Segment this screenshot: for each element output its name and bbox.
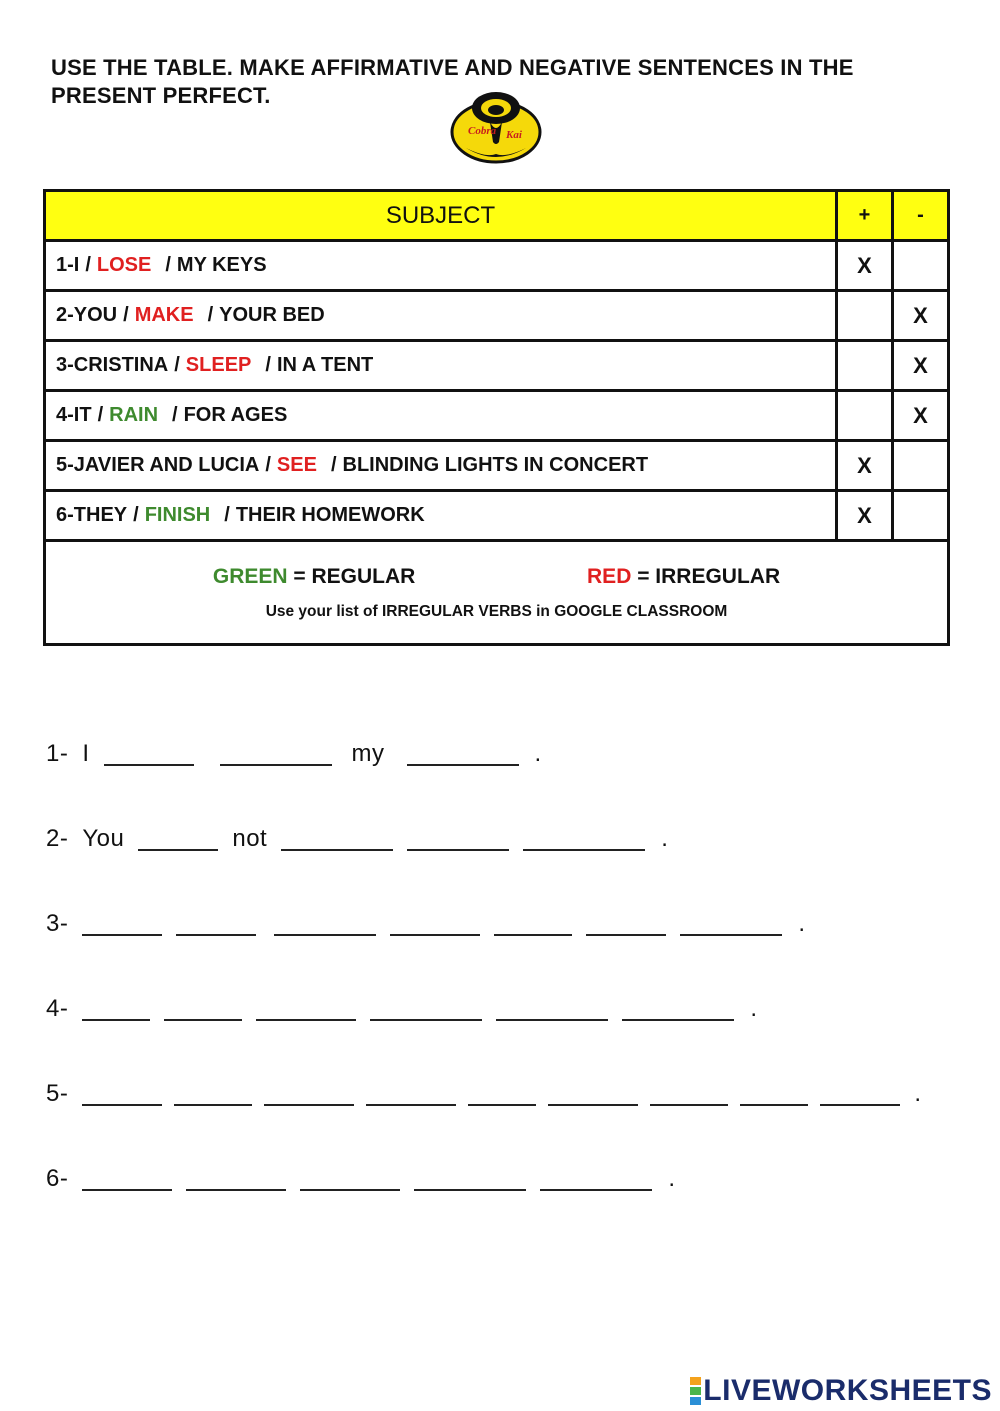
answer-blank[interactable] bbox=[496, 995, 608, 1021]
subject-header: SUBJECT bbox=[45, 191, 837, 241]
table-row bbox=[45, 391, 949, 441]
table-row bbox=[45, 291, 949, 341]
answer-blank[interactable] bbox=[366, 1080, 456, 1106]
plus-header: + bbox=[837, 191, 893, 241]
answer-blank[interactable] bbox=[586, 910, 666, 936]
plus-mark-cell[interactable]: X bbox=[837, 491, 893, 541]
answer-period: . bbox=[668, 1165, 676, 1192]
prompt-separator: / bbox=[165, 254, 171, 276]
prompt-verb: SEE bbox=[276, 454, 317, 476]
table-row bbox=[45, 341, 949, 391]
prompt-object: YOUR BED bbox=[219, 304, 325, 326]
minus-mark-cell[interactable] bbox=[893, 241, 949, 291]
answer-number: 2- bbox=[46, 825, 69, 852]
minus-mark-cell[interactable]: X bbox=[893, 391, 949, 441]
legend-row bbox=[45, 541, 949, 645]
prompt-subject: 1-I bbox=[56, 254, 80, 276]
prompt-subject: 5-JAVIER AND LUCIA bbox=[56, 454, 260, 476]
answer-line-5 bbox=[46, 1080, 946, 1165]
instructions-line-2: PRESENT PERFECT. bbox=[51, 83, 271, 108]
prompt-cell bbox=[45, 491, 837, 541]
answer-blank[interactable] bbox=[680, 910, 782, 936]
answer-blank[interactable] bbox=[300, 1165, 400, 1191]
prompt-separator: / bbox=[207, 304, 214, 326]
answer-period: . bbox=[750, 995, 758, 1022]
prompt-verb: RAIN bbox=[109, 404, 159, 426]
cobra-kai-logo-icon bbox=[446, 88, 546, 166]
legend-irregular bbox=[587, 565, 780, 589]
answer-blank[interactable] bbox=[407, 740, 519, 766]
table-row bbox=[45, 491, 949, 541]
answer-blank[interactable] bbox=[390, 910, 480, 936]
answer-blank[interactable] bbox=[370, 995, 482, 1021]
prompt-separator: / bbox=[172, 404, 178, 426]
prompt-separator: / bbox=[97, 404, 104, 426]
answer-blank[interactable] bbox=[220, 740, 332, 766]
answer-line-1 bbox=[46, 740, 946, 825]
answer-blank[interactable] bbox=[407, 825, 509, 851]
prompt-verb: FINISH bbox=[144, 504, 211, 526]
answer-number: 6- bbox=[46, 1165, 69, 1192]
answer-blank[interactable] bbox=[82, 1165, 172, 1191]
plus-mark-cell[interactable] bbox=[837, 291, 893, 341]
answer-blank[interactable] bbox=[256, 995, 356, 1021]
prompt-subject: 3-CRISTINA bbox=[56, 354, 169, 376]
minus-mark-cell[interactable]: X bbox=[893, 291, 949, 341]
liveworksheets-watermark[interactable] bbox=[690, 1374, 992, 1408]
answer-line-2 bbox=[46, 825, 946, 910]
answer-blank[interactable] bbox=[540, 1165, 652, 1191]
answer-number: 5- bbox=[46, 1080, 69, 1107]
minus-mark-cell[interactable] bbox=[893, 491, 949, 541]
legend-cell bbox=[45, 541, 949, 645]
plus-mark-cell[interactable]: X bbox=[837, 241, 893, 291]
answer-subject: You bbox=[82, 825, 125, 852]
answer-blank[interactable] bbox=[414, 1165, 526, 1191]
answer-blank[interactable] bbox=[494, 910, 572, 936]
instructions-line-1: USE THE TABLE. MAKE AFFIRMATIVE AND NEGATIVE SENTENCES IN THE bbox=[51, 55, 854, 80]
answer-blank[interactable] bbox=[740, 1080, 808, 1106]
answer-blank[interactable] bbox=[82, 910, 162, 936]
logo-text-left: Cobra bbox=[468, 125, 497, 137]
answer-number: 1- bbox=[46, 740, 69, 767]
answer-line-6 bbox=[46, 1165, 946, 1250]
answer-blank[interactable] bbox=[820, 1080, 900, 1106]
plus-mark-cell[interactable]: X bbox=[837, 441, 893, 491]
watermark-text: LIVEWORKSHEETS bbox=[703, 1374, 992, 1407]
legend-green-word: GREEN bbox=[212, 564, 288, 588]
prompt-verb: MAKE bbox=[134, 304, 194, 326]
legend-red-word: RED bbox=[587, 564, 632, 588]
prompt-cell bbox=[45, 441, 837, 491]
prompt-object: MY KEYS bbox=[176, 254, 267, 276]
prompt-separator: / bbox=[330, 454, 337, 476]
answer-line-4 bbox=[46, 995, 946, 1080]
prompt-object: IN A TENT bbox=[276, 354, 374, 376]
prompt-cell bbox=[45, 291, 837, 341]
prompt-object: THEIR HOMEWORK bbox=[235, 504, 425, 526]
answer-blank[interactable] bbox=[281, 825, 393, 851]
plus-mark-cell[interactable] bbox=[837, 391, 893, 441]
legend-green-def: = REGULAR bbox=[293, 564, 416, 588]
prompt-separator: / bbox=[265, 454, 271, 476]
table-row bbox=[45, 241, 949, 291]
answer-blank[interactable] bbox=[622, 995, 734, 1021]
prompt-subject: 6-THEY bbox=[56, 504, 128, 526]
answer-period: . bbox=[534, 740, 542, 767]
prompt-verb: LOSE bbox=[96, 254, 152, 276]
prompt-cell bbox=[45, 241, 837, 291]
answer-blank[interactable] bbox=[468, 1080, 536, 1106]
prompt-object: BLINDING LIGHTS IN CONCERT bbox=[342, 454, 649, 476]
prompt-separator: / bbox=[85, 254, 91, 276]
answer-period: . bbox=[914, 1080, 922, 1107]
prompt-separator: / bbox=[224, 504, 230, 526]
answer-line-3 bbox=[46, 910, 946, 995]
legend-red-def: = IRREGULAR bbox=[637, 564, 781, 588]
prompt-separator: / bbox=[133, 504, 139, 526]
plus-mark-cell[interactable] bbox=[837, 341, 893, 391]
answer-blank[interactable] bbox=[548, 1080, 638, 1106]
prompt-object: FOR AGES bbox=[183, 404, 288, 426]
table-row bbox=[45, 441, 949, 491]
prompt-cell bbox=[45, 341, 837, 391]
answer-blank[interactable] bbox=[523, 825, 645, 851]
answer-blank[interactable] bbox=[174, 1080, 252, 1106]
prompt-separator: / bbox=[123, 304, 129, 326]
minus-mark-cell[interactable]: X bbox=[893, 341, 949, 391]
answer-blank[interactable] bbox=[164, 995, 242, 1021]
answer-number: 4- bbox=[46, 995, 69, 1022]
answer-period: . bbox=[661, 825, 669, 852]
legend-note: Use your list of IRREGULAR VERBS in GOOGLE CLASSROOM bbox=[265, 602, 728, 620]
liveworksheets-logo-icon bbox=[690, 1376, 701, 1406]
answer-blank[interactable] bbox=[264, 1080, 354, 1106]
legend-regular bbox=[213, 565, 415, 589]
answer-word: not bbox=[232, 825, 268, 852]
table-header-row bbox=[45, 191, 949, 241]
answer-word: my bbox=[351, 740, 385, 767]
answer-blank[interactable] bbox=[176, 910, 256, 936]
verb-table bbox=[43, 189, 950, 646]
answer-subject: I bbox=[82, 740, 90, 767]
prompt-separator: / bbox=[265, 354, 271, 376]
prompt-separator: / bbox=[174, 354, 180, 376]
answer-period: . bbox=[798, 910, 806, 937]
prompt-subject: 4-IT bbox=[56, 404, 92, 426]
prompt-cell bbox=[45, 391, 837, 441]
minus-header: - bbox=[893, 191, 949, 241]
answer-section bbox=[46, 740, 946, 1250]
minus-mark-cell[interactable] bbox=[893, 441, 949, 491]
prompt-verb: SLEEP bbox=[185, 354, 252, 376]
answer-blank[interactable] bbox=[82, 995, 150, 1021]
logo-text-right: Kai bbox=[506, 129, 522, 141]
answer-blank[interactable] bbox=[82, 1080, 162, 1106]
answer-blank[interactable] bbox=[650, 1080, 728, 1106]
prompt-subject: 2-YOU bbox=[56, 304, 118, 326]
answer-number: 3- bbox=[46, 910, 69, 937]
answer-blank[interactable] bbox=[138, 825, 218, 851]
answer-blank[interactable] bbox=[186, 1165, 286, 1191]
answer-blank[interactable] bbox=[274, 910, 376, 936]
answer-blank[interactable] bbox=[104, 740, 194, 766]
